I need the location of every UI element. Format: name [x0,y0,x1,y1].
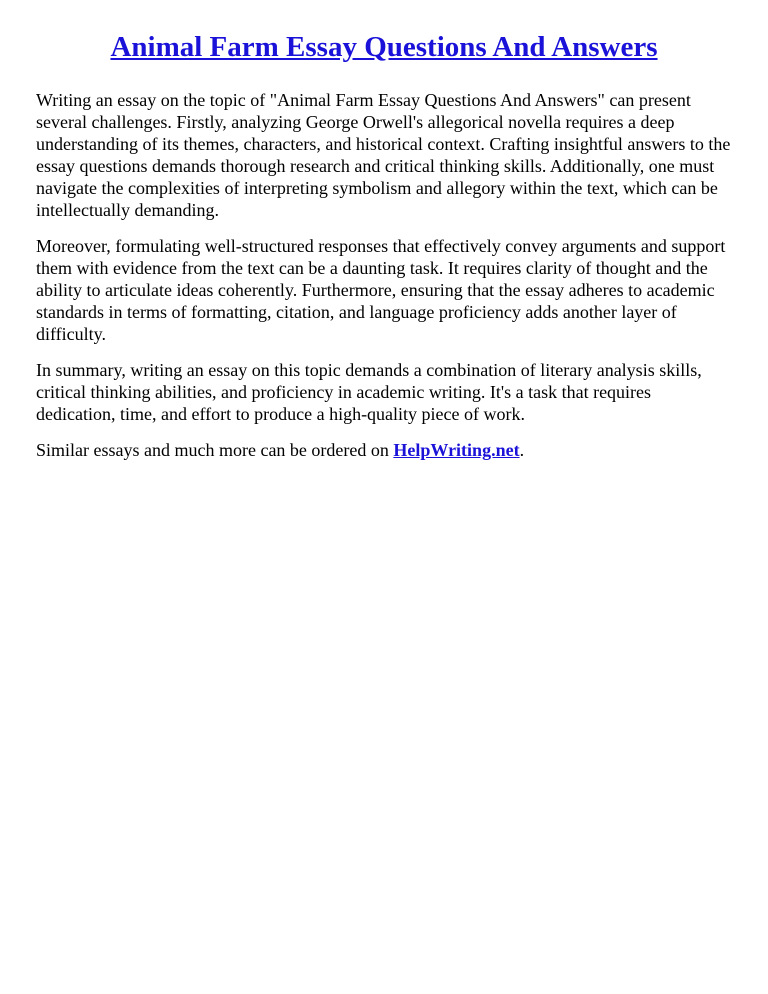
page-title [36,30,732,65]
order-note-suffix: . [519,439,525,460]
document-page [0,0,768,461]
order-note-prefix: Similar essays and much more can be ordered on [36,439,394,460]
title-link[interactable]: Animal Farm Essay Questions And Answers [110,31,658,63]
paragraph-1: Writing an essay on the topic of "Animal Farm Essay Questions And Answers" can present several challenges. Firstly, analyzing George Orwell's allegorical novella requires a deep understanding of its themes, characters, and historical context. Crafting insightful answers to the essay questions demands thorough research and critical thinking skills. Additionally, one must navigate the complexities of interpreting symbolism and allegory within the text, which can be intellectually demanding. [36,89,731,220]
helpwriting-link[interactable]: HelpWriting.net [393,439,520,460]
order-note [36,439,732,461]
paragraph-2: Moreover, formulating well-structured responses that effectively convey arguments and support them with evidence from the text can be a daunting task. It requires clarity of thought and the ability to articulate ideas coherently. Furthermore, ensuring that the essay adheres to academic standards in terms of formatting, citation, and language proficiency adds another layer of difficulty. [36,235,726,344]
paragraph-3: In summary, writing an essay on this topic demands a combination of literary analysis skills, critical thinking abilities, and proficiency in academic writing. It's a task that requires dedication, time, and effort to produce a high-quality piece of work. [36,359,702,424]
